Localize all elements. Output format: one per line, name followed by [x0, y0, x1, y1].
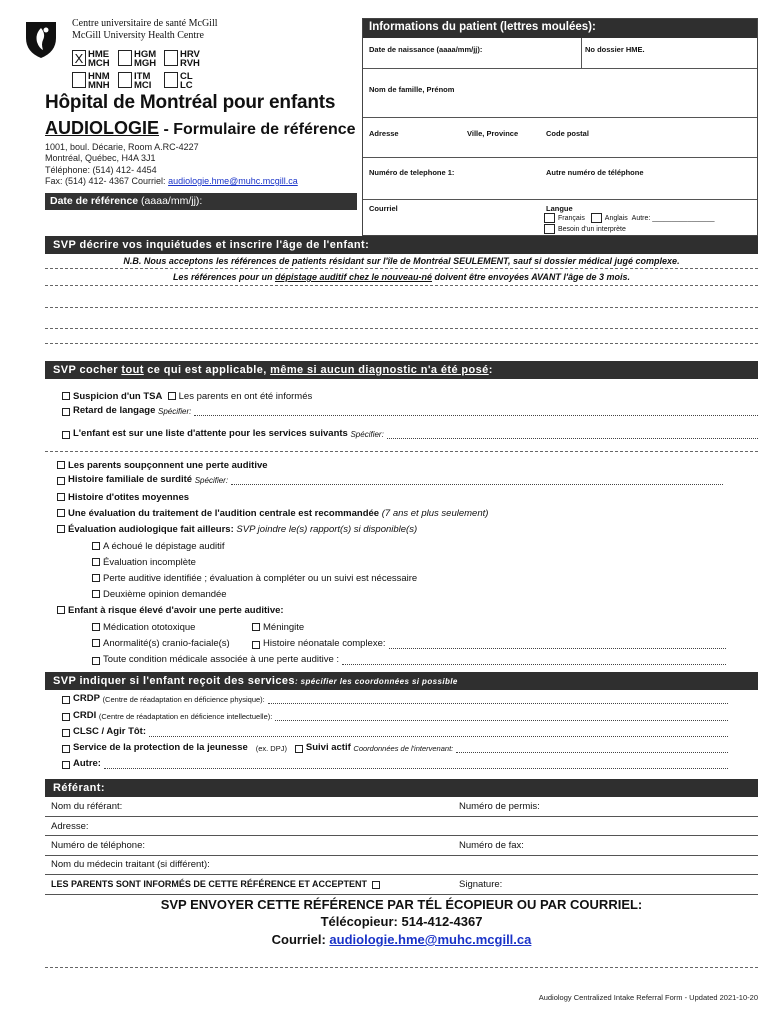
crdp-item[interactable]: CRDP (Centre de réadaptation en déficience physique): — [62, 693, 728, 704]
meningitis-item[interactable]: Méningite — [252, 622, 304, 633]
permit-number-field[interactable]: Numéro de permis: — [459, 801, 540, 812]
language-delay-checkbox[interactable] — [62, 408, 70, 416]
tsa-informed-checkbox[interactable] — [168, 392, 176, 400]
newborn-screening-note: Les références pour un dépistage auditif chez le nouveau-né doivent être envoyées AVANT l'âge de 3 mois. — [172, 272, 631, 282]
crdi-item[interactable]: CRDI (Centre de réadaptation en déficience intellectuelle): — [62, 710, 728, 721]
services-heading: SVP indiquer si l'enfant reçoit des services: spécifier les coordonnées si possible — [45, 672, 758, 690]
treating-doctor-field[interactable]: Nom du médecin traitant (si différent): — [51, 859, 210, 870]
central-auditory-checkbox[interactable] — [57, 509, 65, 517]
patient-info-heading: Informations du patient (lettres moulées): — [363, 19, 757, 38]
send-instructions: SVP ENVOYER CETTE RÉFÉRENCE PAR TÉL ÉCOPIEUR OU PAR COURRIEL: — [160, 897, 643, 912]
hospital-hnm[interactable]: HNM MNH — [72, 72, 110, 90]
family-history-checkbox[interactable] — [57, 477, 65, 485]
clsc-item[interactable]: CLSC / Agir Tôt: — [62, 726, 728, 737]
hospital-checkbox[interactable] — [118, 50, 132, 66]
referrer-address-field[interactable]: Adresse: — [51, 821, 89, 832]
concerns-heading: SVP décrire vos inquiétudes et inscrire l'âge de l'enfant: — [45, 236, 758, 254]
waitlist-item[interactable]: L'enfant est sur une liste d'attente pour les services suivants Spécifier: — [62, 428, 758, 439]
incomplete-eval-checkbox[interactable] — [92, 558, 100, 566]
institution-en: McGill University Health Centre — [72, 30, 204, 41]
meningitis-checkbox[interactable] — [252, 623, 260, 631]
fax-number: Télécopieur: 514-412-4367 — [320, 914, 483, 929]
neonatal-item[interactable]: Histoire néonatale complexe: — [252, 638, 726, 649]
montreal-only-note: N.B. Nous acceptons les références de patients résidant sur l'île de Montréal SEULEMENT, sauf si dossier médical jugé complexe. — [123, 256, 680, 266]
ototoxic-checkbox[interactable] — [92, 623, 100, 631]
concerns-line[interactable] — [45, 328, 758, 329]
hospital-selector — [72, 50, 222, 92]
signature-field[interactable]: Signature: — [459, 879, 503, 890]
tsa-checkbox[interactable] — [62, 392, 70, 400]
referrer-phone-field[interactable]: Numéro de téléphone: — [51, 840, 146, 851]
high-risk-checkbox[interactable] — [57, 606, 65, 614]
language-delay-item[interactable]: Retard de langage Spécifier: — [62, 405, 758, 416]
incomplete-eval-item[interactable]: Évaluation incomplète — [92, 557, 196, 568]
referrer-name-field[interactable]: Nom du référant: — [51, 801, 123, 812]
english-checkbox[interactable] — [591, 213, 602, 223]
medical-condition-item[interactable]: Toute condition médicale associée à une perte auditive : — [92, 654, 726, 665]
other-service-checkbox[interactable] — [62, 761, 70, 769]
otitis-item[interactable]: Histoire d'otites moyennes — [57, 492, 189, 503]
referrer-heading: Référant: — [45, 779, 758, 797]
phone1-field[interactable]: Numéro de telephone 1: — [369, 168, 455, 177]
file-number-field[interactable]: No dossier HME. — [585, 45, 645, 54]
address-field[interactable]: Adresse — [369, 129, 399, 138]
dob-field[interactable]: Date de naissance (aaaa/mm/jj): — [369, 45, 483, 54]
referral-date-field[interactable]: Date de référence (aaaa/mm/jj): — [45, 193, 357, 210]
high-risk-item[interactable]: Enfant à risque élevé d'avoir une perte auditive: — [57, 605, 284, 616]
crdi-checkbox[interactable] — [62, 713, 70, 721]
hospital-checkbox[interactable]: X — [72, 50, 86, 66]
ototoxic-item[interactable]: Médication ototoxique — [92, 622, 195, 633]
email-field[interactable]: Courriel — [369, 204, 398, 213]
hospital-checkbox[interactable] — [72, 72, 86, 88]
craniofacial-item[interactable]: Anormalité(s) cranio-faciale(s) — [92, 638, 230, 649]
otitis-checkbox[interactable] — [57, 493, 65, 501]
hospital-hgm[interactable]: HGM MGH — [118, 50, 156, 68]
central-auditory-item[interactable]: Une évaluation du traitement de l'audition centrale est recommandée (7 ans et plus seulement) — [57, 508, 488, 519]
external-eval-item[interactable]: Évaluation audiologique fait ailleurs: SVP joindre le(s) rapport(s) si disponible(s) — [57, 524, 417, 535]
failed-screening-item[interactable]: A échoué le dépistage auditif — [92, 541, 224, 552]
craniofacial-checkbox[interactable] — [92, 639, 100, 647]
patient-info-box — [362, 18, 758, 236]
hospital-checkbox[interactable] — [164, 72, 178, 88]
second-opinion-checkbox[interactable] — [92, 590, 100, 598]
concerns-line[interactable] — [45, 343, 758, 344]
clsc-checkbox[interactable] — [62, 729, 70, 737]
email-contact: Courriel: audiologie.hme@muhc.mcgill.ca — [271, 932, 532, 947]
hospital-cl[interactable]: CL LC — [164, 72, 193, 90]
institution-fr: Centre universitaire de santé McGill — [72, 18, 218, 29]
hospital-title: Hôpital de Montréal pour enfants — [45, 92, 336, 113]
institution-name — [72, 18, 218, 42]
dpj-item[interactable]: Service de la protection de la jeunesse (ex. DPJ) Suivi actif Coordonnées de l'intervenant: — [62, 742, 728, 753]
checklist-heading: SVP cocher tout ce qui est applicable, même si aucun diagnostic n'a été posé: — [45, 361, 758, 379]
french-checkbox[interactable] — [544, 213, 555, 223]
referrer-fax-field[interactable]: Numéro de fax: — [459, 840, 524, 851]
neonatal-checkbox[interactable] — [252, 641, 260, 649]
medical-condition-checkbox[interactable] — [92, 657, 100, 665]
hospital-checkbox[interactable] — [164, 50, 178, 66]
second-opinion-item[interactable]: Deuxième opinion demandée — [92, 589, 227, 600]
hospital-itm[interactable]: ITM MCI — [118, 72, 151, 90]
failed-screening-checkbox[interactable] — [92, 542, 100, 550]
patient-name-field[interactable]: Nom de famille, Prénom — [369, 85, 455, 94]
family-history-item[interactable]: Histoire familiale de surdité Spécifier: — [57, 474, 723, 485]
language-options: Français Anglais Autre: ________________ Besoin d'un interprète — [544, 213, 715, 235]
concerns-line[interactable] — [45, 307, 758, 308]
identified-loss-item[interactable]: Perte auditive identifiée ; évaluation à compléter ou un suivi est nécessaire — [92, 573, 417, 584]
form-version: Audiology Centralized Intake Referral Form - Updated 2021-10-20 — [538, 993, 758, 1002]
crdp-checkbox[interactable] — [62, 696, 70, 704]
phone2-field[interactable]: Autre numéro de téléphone — [546, 168, 644, 177]
hospital-hme[interactable]: X HME MCH — [72, 50, 110, 68]
clinic-address: 1001, boul. Décarie, Room A.RC-4227 Montréal, Québec, H4A 3J1 Téléphone: (514) 412- 4454 Fax: (514) 412- 4367 Courriel: audiologie.hme@muhc.mcgill.ca — [45, 142, 298, 186]
parents-suspect-item[interactable]: Les parents soupçonnent une perte auditive — [57, 460, 268, 471]
hospital-hrv[interactable]: HRV RVH — [164, 50, 200, 68]
tsa-item[interactable]: Suspicion d'un TSA Les parents en ont été informés — [62, 391, 312, 402]
city-field[interactable]: Ville, Province — [467, 129, 519, 138]
hospital-checkbox[interactable] — [118, 72, 132, 88]
other-service-item[interactable]: Autre: — [62, 758, 728, 769]
identified-loss-checkbox[interactable] — [92, 574, 100, 582]
postal-code-field[interactable]: Code postal — [546, 129, 589, 138]
external-eval-checkbox[interactable] — [57, 525, 65, 533]
muhc-logo — [22, 18, 60, 60]
form-title: AUDIOLOGIE - Formulaire de référence — [45, 118, 356, 138]
consent-checkbox[interactable] — [372, 881, 380, 889]
department-name: AUDIOLOGIE — [45, 118, 160, 138]
footer-email-link[interactable]: audiologie.hme@muhc.mcgill.ca — [329, 932, 532, 947]
waitlist-checkbox[interactable] — [62, 431, 70, 439]
consent-item[interactable]: LES PARENTS SONT INFORMÉS DE CETTE RÉFÉRENCE ET ACCEPTENT — [51, 879, 383, 889]
parents-suspect-checkbox[interactable] — [57, 461, 65, 469]
dpj-checkbox[interactable] — [62, 745, 70, 753]
clinic-email-link[interactable]: audiologie.hme@muhc.mcgill.ca — [168, 175, 298, 186]
interpreter-checkbox[interactable] — [544, 224, 555, 234]
language-label: Langue — [546, 204, 573, 213]
active-followup-checkbox[interactable] — [295, 745, 303, 753]
